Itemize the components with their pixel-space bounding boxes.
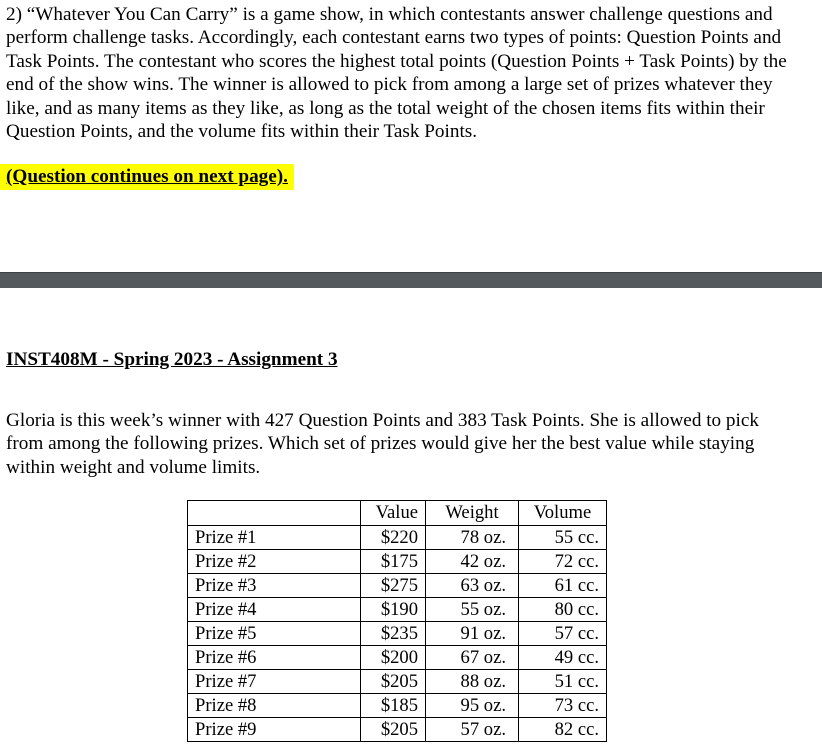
prize-value: $190 (361, 598, 426, 622)
prize-name: Prize #4 (188, 598, 361, 622)
prize-weight: 55 oz. (426, 598, 519, 622)
course-title: INST408M - Spring 2023 - Assignment 3 (6, 349, 338, 370)
header-name (188, 501, 361, 526)
prize-weight: 42 oz. (426, 550, 519, 574)
table-row (188, 646, 607, 670)
header-weight: Weight (426, 501, 519, 526)
prizes-table (187, 500, 607, 742)
table-row (188, 622, 607, 646)
table-row (188, 670, 607, 694)
prize-value: $200 (361, 646, 426, 670)
prize-volume: 72 cc. (519, 550, 607, 574)
prize-value: $235 (361, 622, 426, 646)
table-row (188, 526, 607, 550)
document-page-2 (0, 288, 822, 752)
prize-volume: 57 cc. (519, 622, 607, 646)
prize-name: Prize #1 (188, 526, 361, 550)
prize-volume: 82 cc. (519, 718, 607, 742)
prize-name: Prize #7 (188, 670, 361, 694)
prize-value: $205 (361, 670, 426, 694)
prize-volume: 61 cc. (519, 574, 607, 598)
prize-name: Prize #9 (188, 718, 361, 742)
prize-volume: 51 cc. (519, 670, 607, 694)
prize-name: Prize #8 (188, 694, 361, 718)
prize-weight: 78 oz. (426, 526, 519, 550)
document-page-1 (0, 0, 822, 272)
table-row (188, 550, 607, 574)
prize-name: Prize #3 (188, 574, 361, 598)
scenario-paragraph: Gloria is this week’s winner with 427 Question Points and 383 Task Points. She is allowed to pick from among the following prizes. Which set of prizes would give her the best value while staying within weight and volume limits. (6, 410, 759, 478)
prize-volume: 49 cc. (519, 646, 607, 670)
prize-name: Prize #2 (188, 550, 361, 574)
prize-weight: 63 oz. (426, 574, 519, 598)
header-value: Value (361, 501, 426, 526)
header-volume: Volume (519, 501, 607, 526)
prize-weight: 88 oz. (426, 670, 519, 694)
table-row (188, 598, 607, 622)
prize-weight: 95 oz. (426, 694, 519, 718)
prize-value: $220 (361, 526, 426, 550)
prize-weight: 57 oz. (426, 718, 519, 742)
prize-volume: 55 cc. (519, 526, 607, 550)
page-break-separator (0, 272, 822, 288)
question-intro-paragraph: 2) “Whatever You Can Carry” is a game show, in which contestants answer challenge questions and perform challenge tasks. Accordingly, each contestant earns two types of points: Question Points and Task Points. The contestant who scores the highest total points (Question Points + Task Points) by the end of the show wins. The winner is allowed to pick from among a large set of prizes whatever they like, and as many items as they like, as long as the total weight of the chosen items fits within their Question Points, and the volume fits within their Task Points. (6, 4, 787, 143)
table-row (188, 574, 607, 598)
prize-weight: 67 oz. (426, 646, 519, 670)
prize-value: $275 (361, 574, 426, 598)
prize-volume: 73 cc. (519, 694, 607, 718)
prize-weight: 91 oz. (426, 622, 519, 646)
table-header-row (188, 501, 607, 526)
table-row (188, 694, 607, 718)
prize-value: $205 (361, 718, 426, 742)
prize-name: Prize #5 (188, 622, 361, 646)
prize-name: Prize #6 (188, 646, 361, 670)
question-continues-note: (Question continues on next page). (0, 164, 294, 190)
prize-volume: 80 cc. (519, 598, 607, 622)
table-row (188, 718, 607, 742)
prize-value: $175 (361, 550, 426, 574)
prize-value: $185 (361, 694, 426, 718)
